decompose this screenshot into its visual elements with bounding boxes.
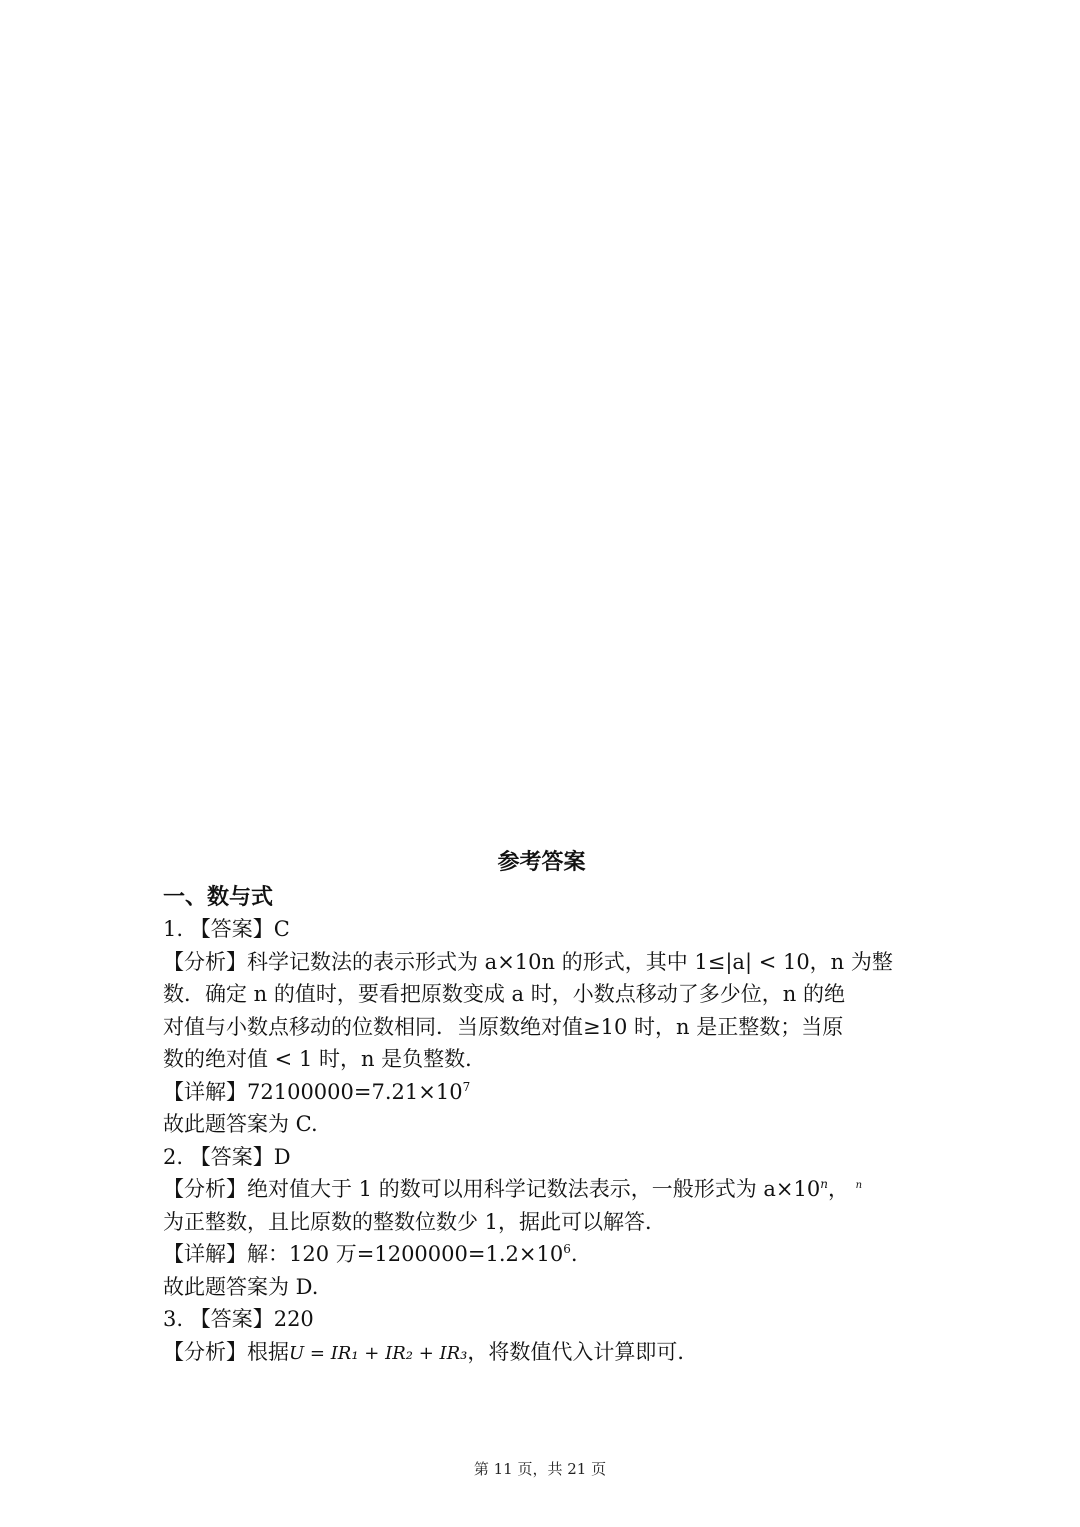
q2-conclusion: 故此题答案为 D. bbox=[163, 1274, 319, 1299]
q3-analysis bbox=[163, 1336, 920, 1371]
q3-answer: 3. 【答案】220 bbox=[163, 1307, 314, 1331]
q2-analysis-comma: ， bbox=[827, 1177, 849, 1201]
section-heading: 一、数与式 bbox=[163, 883, 274, 910]
q2-detail-label: 【详解】 bbox=[163, 1242, 247, 1266]
q1-conclusion: 故此题答案为 C. bbox=[163, 1112, 318, 1136]
q3-analysis-suffix: ，将数值代入计算即可． bbox=[467, 1339, 699, 1364]
q3-formula: U = IR₁ + IR₂ + IR₃ bbox=[289, 1342, 468, 1364]
q2-analysis-line-2: 为正整数，且比原数的整数位数少 1，据此可以解答． bbox=[163, 1209, 667, 1234]
q1-detail bbox=[163, 1076, 920, 1109]
q2-analysis-exponent: n bbox=[820, 1177, 828, 1191]
q1-analysis-line-4: 数的绝对值 < 1 时，n 是负整数． bbox=[163, 1047, 487, 1071]
q2-detail-exponent: 6 bbox=[563, 1242, 571, 1256]
q3-analysis-prefix: 【分析】根据 bbox=[163, 1339, 289, 1364]
q2-analysis-text: 【分析】绝对值大于 1 的数可以用科学记数法表示，一般形式为 a×10 bbox=[163, 1177, 821, 1201]
page-footer: 第 11 页，共 21 页 bbox=[473, 1460, 607, 1478]
q1-detail-label: 【详解】 bbox=[163, 1079, 247, 1104]
q1-analysis-line-2: 数．确定 n 的值时，要看把原数变成 a 时，小数点移动了多少位，n 的绝 bbox=[163, 982, 845, 1006]
q2-analysis-n: n bbox=[855, 1180, 863, 1191]
answer-content bbox=[163, 846, 920, 1370]
q2-detail-expression: 解：120 万=1200000=1.2×10 bbox=[247, 1242, 564, 1266]
q1-detail-expression: 72100000=7.21×10 bbox=[247, 1079, 463, 1104]
q2-detail-end: . bbox=[570, 1242, 578, 1266]
q2-answer: 2. 【答案】D bbox=[163, 1144, 291, 1169]
page-title: 参考答案 bbox=[497, 849, 586, 875]
q2-detail bbox=[163, 1238, 920, 1271]
q1-detail-exponent: 7 bbox=[462, 1079, 471, 1094]
q2-analysis-line-1 bbox=[163, 1173, 920, 1206]
q1-analysis-line-1: 【分析】科学记数法的表示形式为 a×10n 的形式，其中 1≤|a| < 10，n 为整 bbox=[163, 949, 893, 974]
q1-answer: 1. 【答案】C bbox=[163, 917, 290, 941]
q1-analysis-line-3: 对值与小数点移动的位数相同．当原数绝对值≥10 时，n 是正整数；当原 bbox=[163, 1014, 844, 1039]
